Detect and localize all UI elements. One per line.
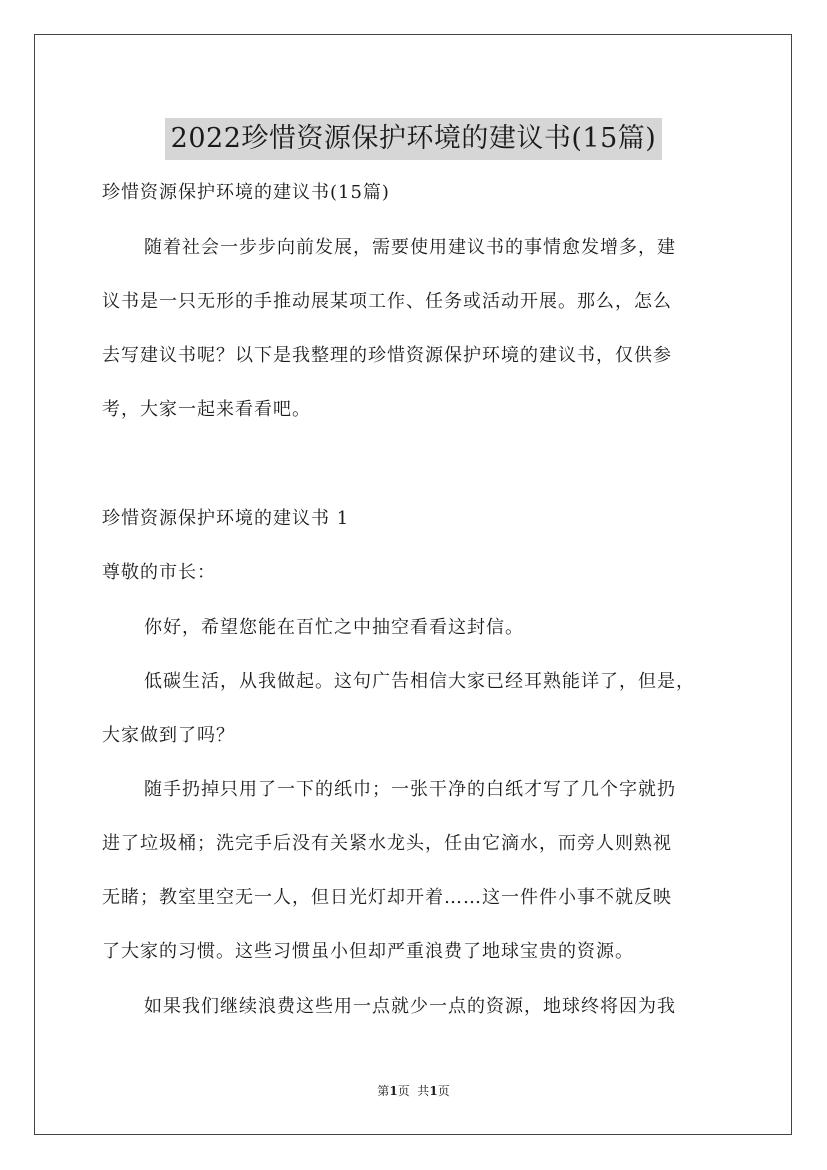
footer-total-pages: 1	[429, 1084, 438, 1098]
intro-line: 随着社会一步步向前发展，需要使用建议书的事情愈发增多，建	[144, 237, 676, 258]
subtitle: 珍惜资源保护环境的建议书(15篇)	[102, 182, 390, 203]
title-container	[0, 100, 827, 178]
paragraph-line: 你好，希望您能在百忙之中抽空看看这封信。	[144, 617, 524, 638]
paragraph-line: 低碳生活，从我做起。这句广告相信大家已经耳熟能详了，但是，	[144, 671, 695, 692]
paragraph-line: 无睹；教室里空无一人，但日光灯却开着……这一件件小事不就反映	[102, 887, 672, 908]
document-title: 2022珍惜资源保护环境的建议书(15篇)	[165, 118, 663, 160]
section-heading: 珍惜资源保护环境的建议书 1	[102, 508, 350, 529]
salutation: 尊敬的市长：	[102, 562, 216, 583]
intro-line: 去写建议书呢？以下是我整理的珍惜资源保护环境的建议书，仅供参	[102, 345, 672, 366]
intro-line: 考，大家一起来看看吧。	[102, 399, 311, 420]
paragraph-line: 大家做到了吗？	[102, 725, 235, 746]
footer-page-suffix: 页	[437, 1084, 450, 1098]
paragraph-line: 如果我们继续浪费这些用一点就少一点的资源，地球终将因为我	[144, 996, 676, 1017]
paragraph-line: 进了垃圾桶；洗完手后没有关紧水龙头，任由它滴水，而旁人则熟视	[102, 833, 672, 854]
footer-page-number: 1	[389, 1084, 398, 1098]
footer-page-mid: 页 共	[397, 1084, 430, 1098]
paragraph-line: 了大家的习惯。这些习惯虽小但却严重浪费了地球宝贵的资源。	[102, 941, 634, 962]
paragraph-line: 随手扔掉只用了一下的纸巾；一张干净的白纸才写了几个字就扔	[144, 779, 676, 800]
intro-line: 议书是一只无形的手推动展某项工作、任务或活动开展。那么，怎么	[102, 291, 672, 312]
page-footer	[0, 1082, 827, 1099]
footer-page-prefix: 第	[377, 1084, 390, 1098]
